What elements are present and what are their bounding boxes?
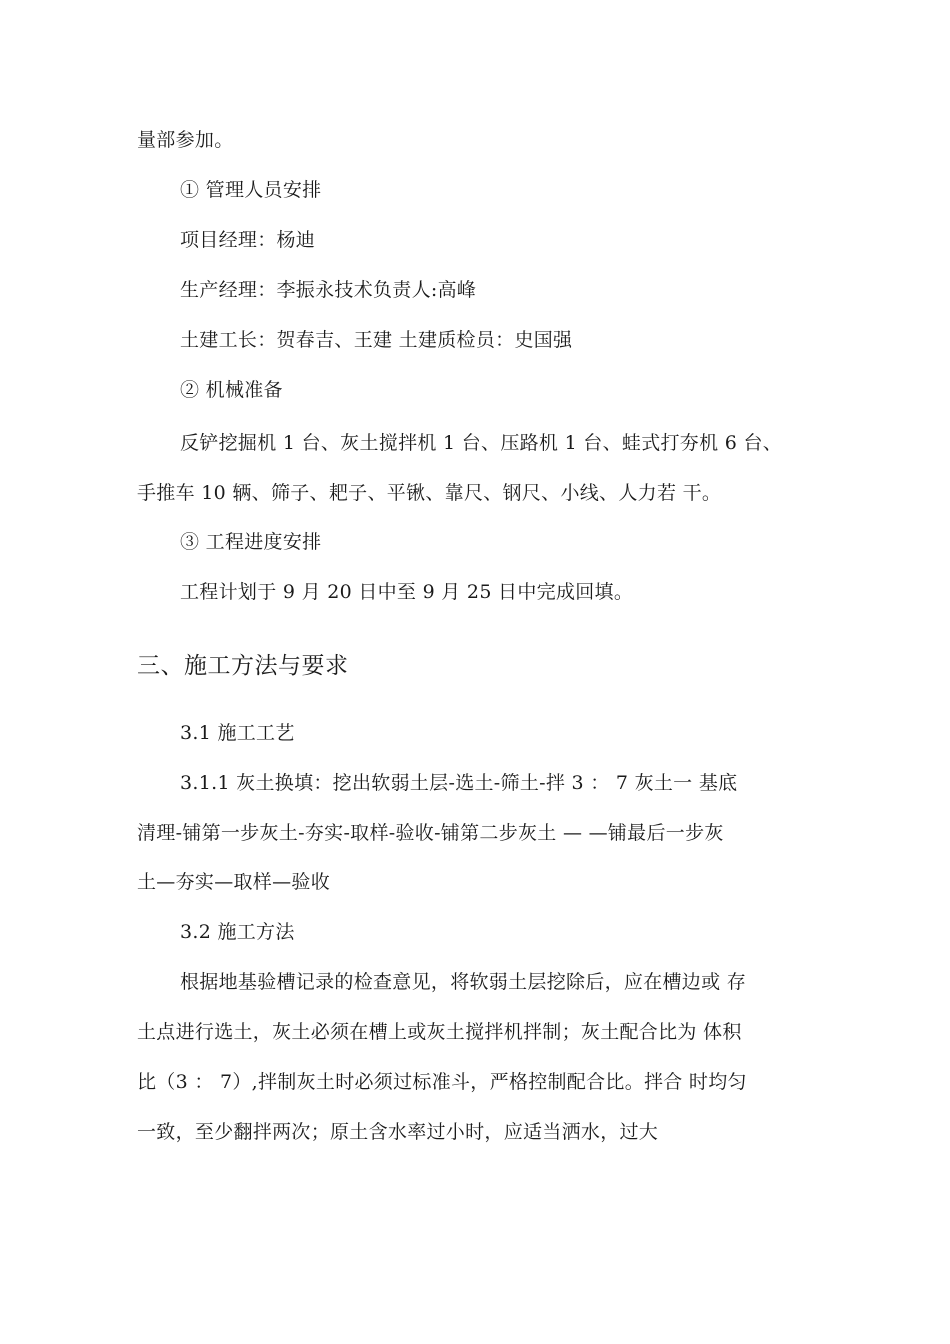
machinery-list-line-2: 手推车 10 辆、筛子、耙子、平锹、靠尺、钢尺、小线、人力若 干。 (137, 482, 722, 504)
method-line-2: 土点进行选土，灰土必须在槽上或灰土搅拌机拌制；灰土配合比为 体积 (137, 1021, 742, 1043)
subsection-3-1-heading: 3.1 施工工艺 (180, 722, 295, 744)
process-line-1: 3.1.1 灰土换填：挖出软弱土层-选土-筛土-拌 3 ： 7 灰土一 基底 (180, 772, 738, 794)
project-manager-line: 项目经理：杨迪 (180, 229, 316, 251)
machinery-list-line-1: 反铲挖掘机 1 台、灰土搅拌机 1 台、压路机 1 台、蛙式打夯机 6 台、 (180, 432, 783, 454)
schedule-text: 工程计划于 9 月 20 日中至 9 月 25 日中完成回填。 (180, 581, 634, 603)
process-line-3: 土—夯实—取样—验收 (137, 871, 331, 893)
schedule-heading: ③ 工程进度安排 (180, 531, 322, 553)
paragraph-continuation: 量部参加。 (137, 129, 234, 151)
management-staff-heading: ① 管理人员安排 (180, 179, 322, 201)
foreman-inspector-line: 土建工长：贺春吉、王建 土建质检员：史国强 (180, 329, 573, 351)
method-line-3: 比（3 ： 7）,拌制灰土时必须过标准斗，严格控制配合比。拌合 时均匀 (137, 1071, 747, 1093)
method-line-1: 根据地基验槽记录的检查意见，将软弱土层挖除后，应在槽边或 存 (180, 971, 747, 993)
machinery-heading: ② 机械准备 (180, 379, 283, 401)
subsection-3-2-heading: 3.2 施工方法 (180, 921, 295, 943)
production-manager-line: 生产经理：李振永技术负责人:高峰 (180, 279, 477, 301)
process-line-2: 清理-铺第一步灰土-夯实-取样-验收-铺第二步灰土 — —铺最后一步灰 (137, 822, 724, 844)
method-line-4: 一致，至少翻拌两次；原土含水率过小时，应适当洒水，过大 (137, 1121, 659, 1143)
section-heading-3: 三、施工方法与要求 (137, 653, 349, 679)
